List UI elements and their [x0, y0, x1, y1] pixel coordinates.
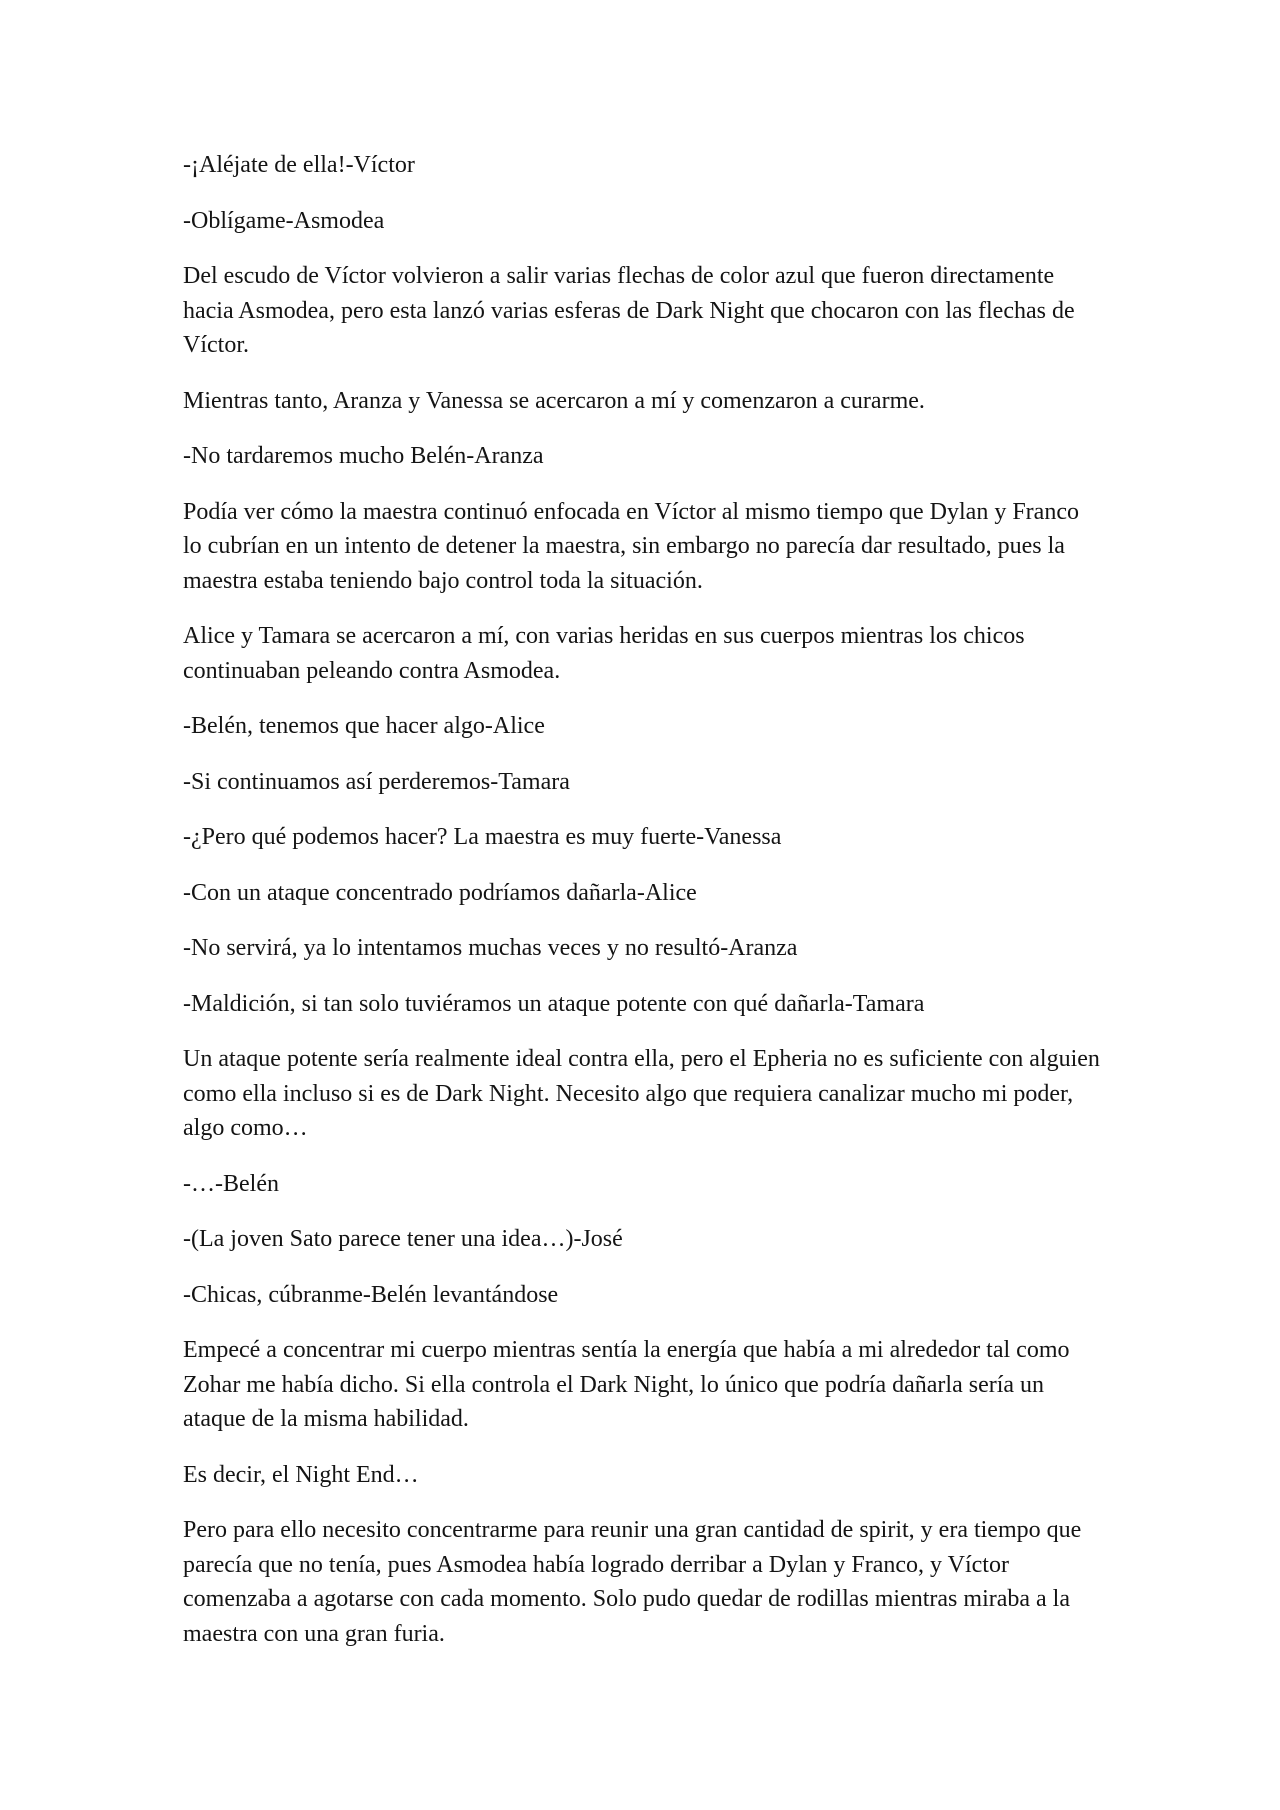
narrative-paragraph: Un ataque potente sería realmente ideal contra ella, pero el Epheria no es suficiente con alguien como ella incluso si es de Dark Night. Necesito algo que requiera canalizar mucho mi poder, algo como…	[183, 1046, 1100, 1141]
dialogue-line: -Belén, tenemos que hacer algo-Alice	[183, 713, 545, 739]
dialogue-line: -No servirá, ya lo intentamos muchas veces y no resultó-Aranza	[183, 935, 798, 961]
narrative-paragraph: Es decir, el Night End…	[183, 1461, 419, 1488]
dialogue-line: -¡Aléjate de ella!-Víctor	[183, 152, 415, 178]
dialogue-line: -Maldición, si tan solo tuviéramos un ataque potente con qué dañarla-Tamara	[183, 990, 925, 1017]
dialogue-line: -¿Pero qué podemos hacer? La maestra es muy fuerte-Vanessa	[183, 824, 782, 850]
narrative-paragraph: Empecé a concentrar mi cuerpo mientras sentía la energía que había a mi alrededor tal como Zohar me había dicho. Si ella controla el Dark Night, lo único que podría dañarla sería un ataque de la misma habilidad.	[183, 1337, 1070, 1432]
narrative-paragraph: Podía ver cómo la maestra continuó enfocada en Víctor al mismo tiempo que Dylan y Franco lo cubrían en un intento de detener la maestra, sin embargo no parecía dar resultado, pues la maestra estaba teniendo bajo control toda la situación.	[183, 498, 1079, 594]
dialogue-line: -Oblígame-Asmodea	[183, 207, 385, 234]
narrative-paragraph: Del escudo de Víctor volvieron a salir varias flechas de color azul que fueron directamente hacia Asmodea, pero esta lanzó varias esferas de Dark Night que chocaron con las flechas de Víctor.	[183, 263, 1075, 358]
narrative-paragraph: Pero para ello necesito concentrarme para reunir una gran cantidad de spirit, y era tiempo que parecía que no tenía, pues Asmodea había logrado derribar a Dylan y Franco, y Víctor comenzaba a agotarse con cada momento. Solo pudo quedar de rodillas mientras miraba a la maestra con una gran furia.	[183, 1517, 1082, 1647]
dialogue-line: -(La joven Sato parece tener una idea…)-José	[183, 1226, 623, 1252]
dialogue-line: -Si continuamos así perderemos-Tamara	[183, 768, 570, 795]
dialogue-line: -Con un ataque concentrado podríamos dañarla-Alice	[183, 879, 697, 906]
dialogue-line: -Chicas, cúbranme-Belén levantándose	[183, 1281, 559, 1308]
narrative-paragraph: Mientras tanto, Aranza y Vanessa se acercaron a mí y comenzaron a curarme.	[183, 387, 925, 414]
dialogue-line: -No tardaremos mucho Belén-Aranza	[183, 443, 544, 469]
narrative-paragraph: Alice y Tamara se acercaron a mí, con varias heridas en sus cuerpos mientras los chicos continuaban peleando contra Asmodea.	[183, 623, 1025, 684]
document-body	[183, 148, 1103, 1672]
dialogue-line: -…-Belén	[183, 1170, 279, 1197]
